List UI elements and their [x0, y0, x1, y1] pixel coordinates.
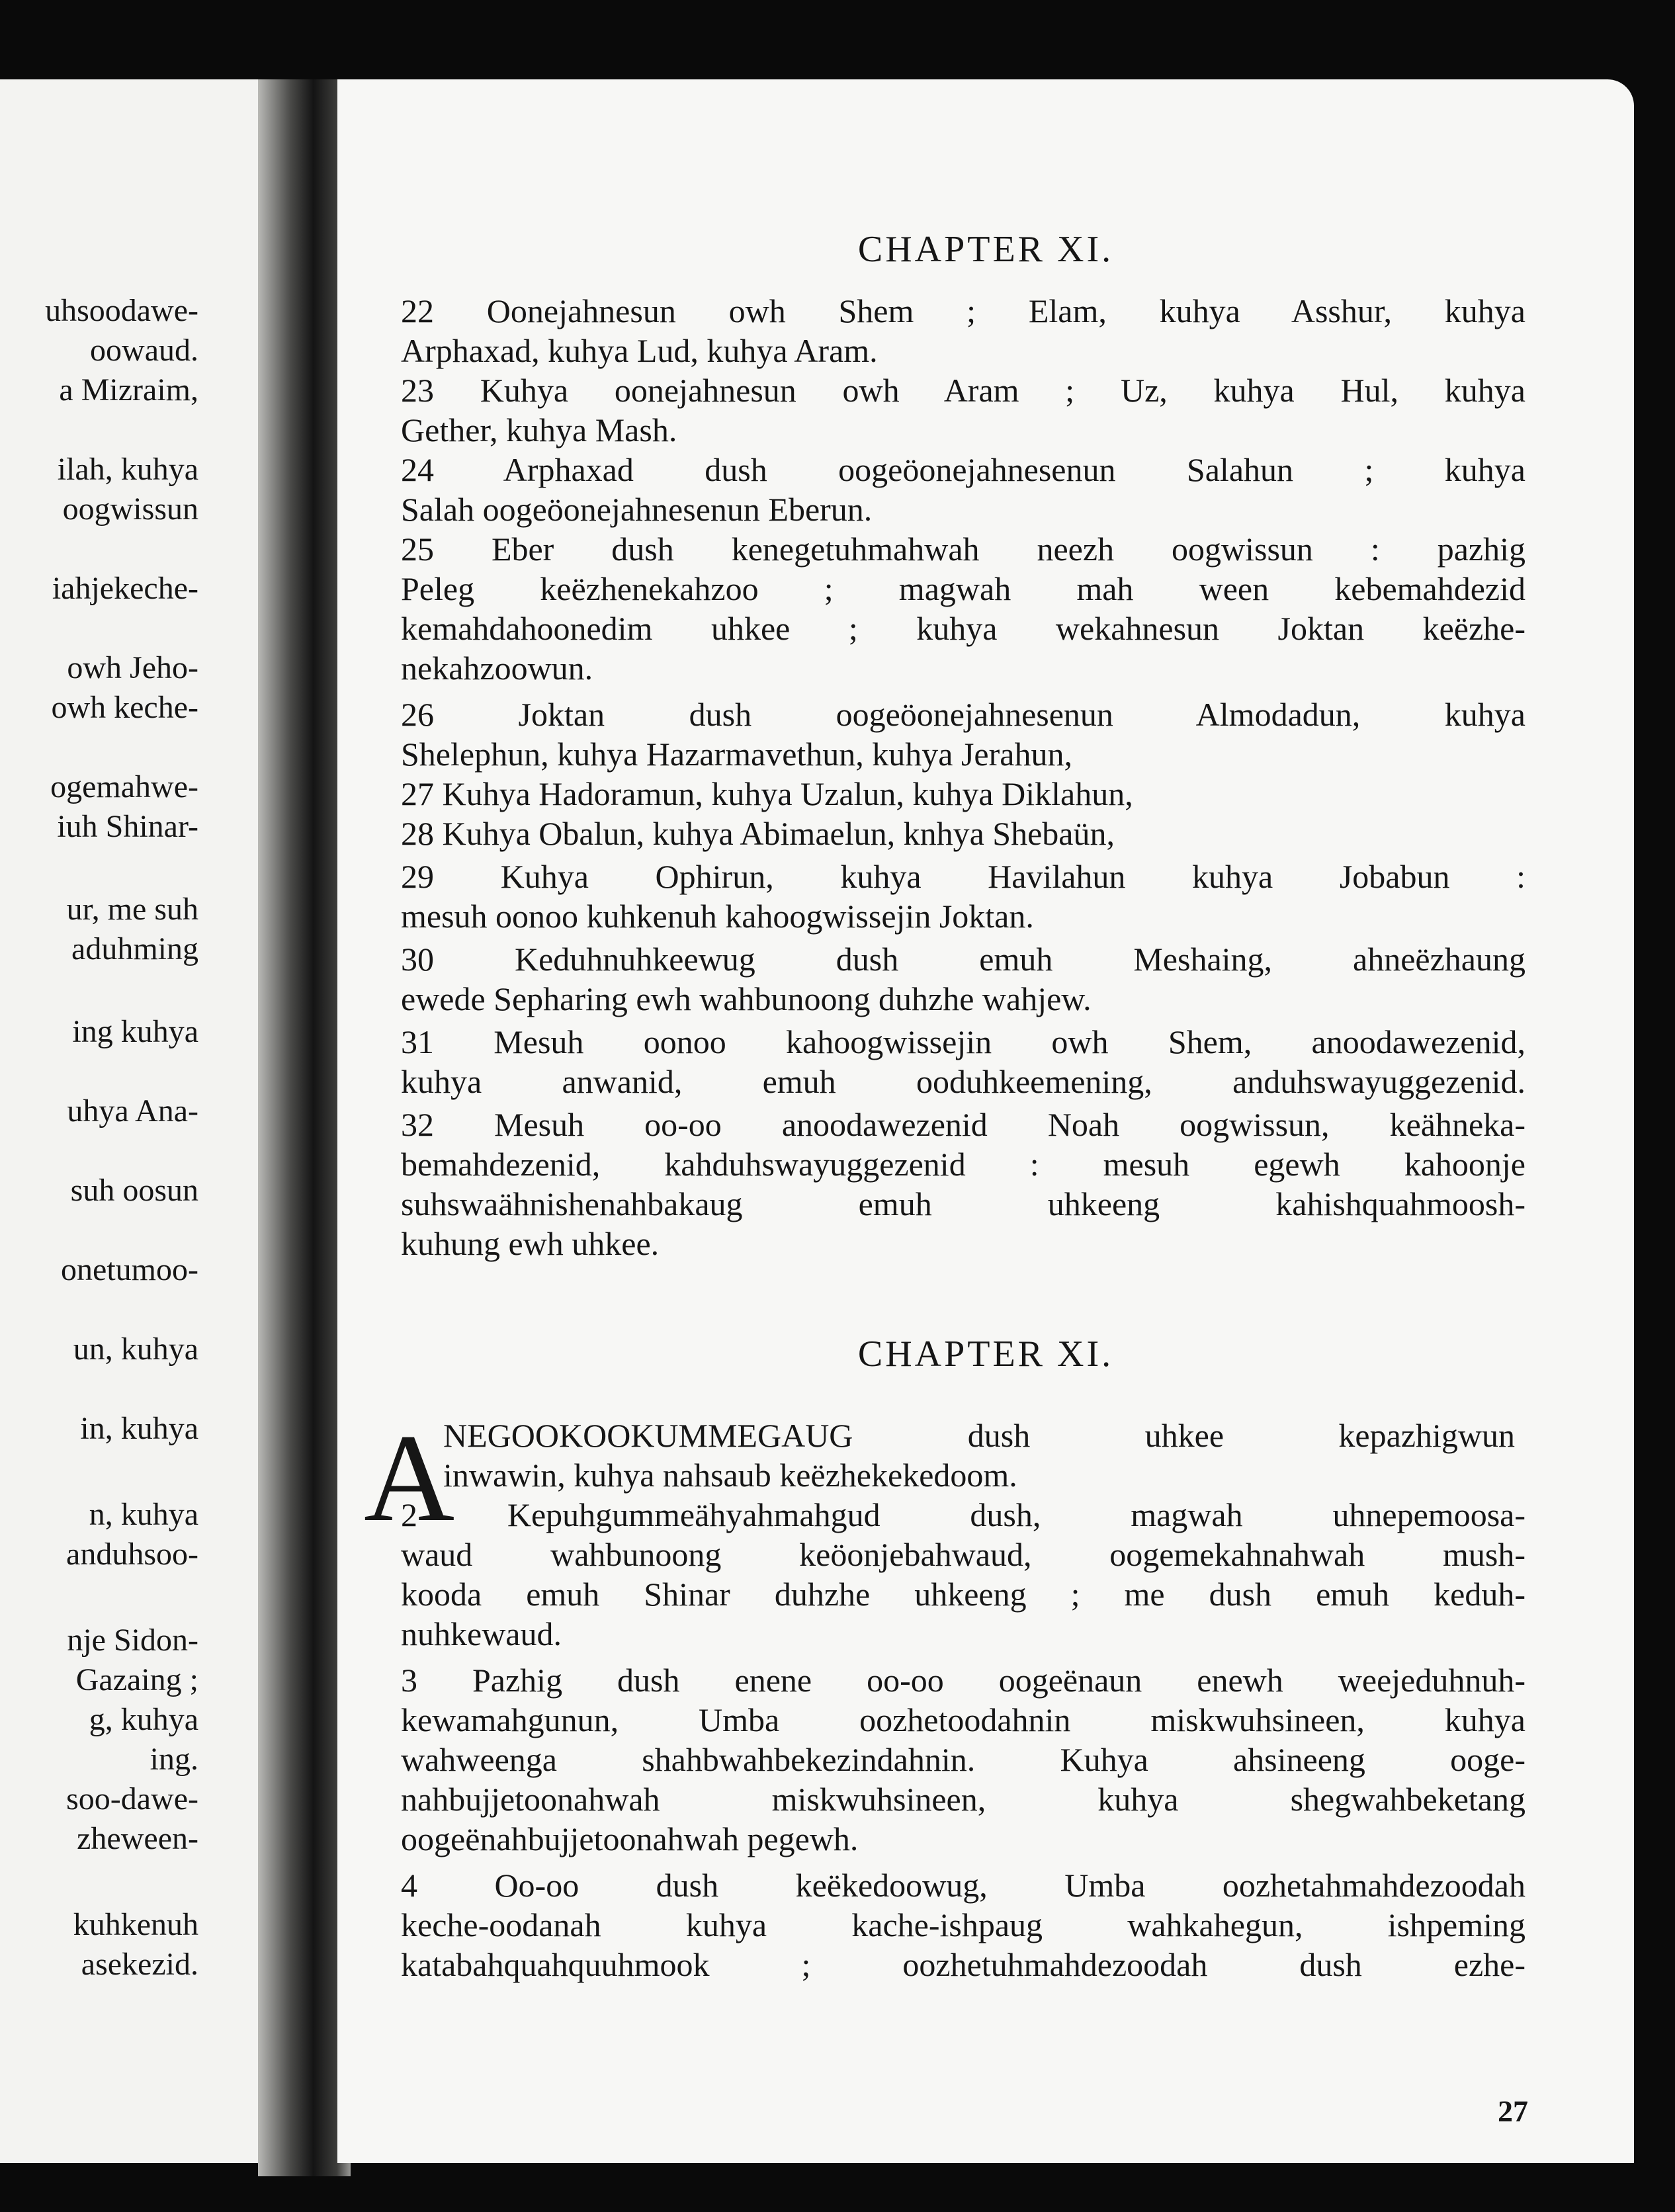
text-line: wahweenga shahbwahbekezindahnin. Kuhya ahsineeng ooge-	[401, 1741, 1525, 1778]
left-line: owh keche-	[51, 690, 198, 725]
left-line: owh Jeho-	[67, 650, 198, 685]
text-line: Arphaxad, kuhya Lud, kuhya Aram.	[401, 332, 878, 369]
drop-cap: A	[364, 1409, 455, 1548]
text-line: nahbujjetoonahwah miskwuhsineen, kuhya shegwahbeketang	[401, 1781, 1525, 1818]
text-line: NEGOOKOOKUMMEGAUG dush uhkee kepazhigwun	[443, 1417, 1515, 1454]
text-line: waud wahbunoong keöonjebahwaud, oogemekahnahwah mush-	[401, 1536, 1525, 1573]
text-line: 28 Kuhya Obalun, kuhya Abimaelun, knhya Shebaün,	[401, 815, 1115, 852]
text-line: Peleg keëzhenekahzoo ; magwah mah ween kebemahdezid	[401, 570, 1525, 607]
left-line: a Mizraim,	[59, 372, 198, 407]
chapter-heading: CHAPTER XI.	[857, 229, 1114, 270]
text-line: Gether, kuhya Mash.	[401, 411, 677, 448]
text-line: bemahdezenid, kahduhswayuggezenid : mesuh egewh kahoonje	[401, 1146, 1525, 1183]
left-line: onetumoo-	[61, 1252, 198, 1287]
right-page	[337, 79, 1634, 2163]
text-line: nuhkewaud.	[401, 1615, 562, 1652]
left-line: iahjekeche-	[52, 571, 198, 606]
page-number: 27	[1498, 2094, 1528, 2128]
text-line: katabahquahquuhmook ; oozhetuhmahdezoodah dush ezhe-	[401, 1946, 1525, 1983]
text-line: Shelephun, kuhya Hazarmavethun, kuhya Jerahun,	[401, 736, 1072, 773]
text-line: 29 Kuhya Ophirun, kuhya Havilahun kuhya Jobabun :	[401, 858, 1525, 895]
text-line: 26 Joktan dush oogeöonejahnesenun Almodadun, kuhya	[401, 696, 1525, 733]
text-line: 23 Kuhya oonejahnesun owh Aram ; Uz, kuhya Hul, kuhya	[401, 372, 1525, 409]
text-line: 25 Eber dush kenegetuhmahwah neezh oogwissun : pazhig	[401, 531, 1525, 568]
text-line: 27 Kuhya Hadoramun, kuhya Uzalun, kuhya Diklahun,	[401, 775, 1133, 812]
left-line: ing kuhya	[72, 1014, 198, 1049]
text-line: 3 Pazhig dush enene oo-oo oogeënaun enewh weejeduhnuh-	[401, 1662, 1525, 1699]
text-line: kooda emuh Shinar duhzhe uhkeeng ; me dush emuh keduh-	[401, 1576, 1525, 1613]
text-line: suhswaähnishenahbakaug emuh uhkeeng kahishquahmoosh-	[401, 1185, 1525, 1222]
left-line: ur, me suh	[66, 892, 198, 927]
left-line: un, kuhya	[73, 1332, 198, 1367]
text-line: 30 Keduhnuhkeewug dush emuh Meshaing, ahneëzhaung	[401, 941, 1525, 978]
left-line: nje Sidon-	[67, 1623, 198, 1658]
text-line: oogeënahbujjetoonahwah pegewh.	[401, 1820, 859, 1857]
left-line: ilah, kuhya	[57, 452, 198, 487]
left-line: Gazaing ;	[75, 1662, 198, 1697]
book-gutter	[258, 79, 351, 2176]
left-line: suh oosun	[70, 1173, 198, 1208]
text-line: inwawin, kuhya nahsaub keëzhekekedoom.	[443, 1457, 1017, 1494]
text-line: 2 Kepuhgummeähyahmahgud dush, magwah uhnepemoosa-	[401, 1496, 1525, 1533]
text-line: nekahzoowun.	[401, 650, 593, 687]
text-line: 22 Oonejahnesun owh Shem ; Elam, kuhya Asshur, kuhya	[401, 292, 1525, 329]
left-page	[0, 79, 291, 2163]
left-line: g, kuhya	[89, 1702, 198, 1737]
left-line: ogemahwe-	[50, 769, 198, 804]
left-line: oowaud.	[90, 333, 198, 368]
chapter-heading: CHAPTER XI.	[857, 1334, 1114, 1375]
left-line: soo-dawe-	[66, 1781, 198, 1816]
text-line: keche-oodanah kuhya kache-ishpaug wahkahegun, ishpeming	[401, 1906, 1525, 1943]
left-line: n, kuhya	[89, 1497, 198, 1532]
text-line: mesuh oonoo kuhkenuh kahoogwissejin Joktan.	[401, 898, 1034, 935]
left-line: ing.	[150, 1742, 198, 1777]
text-line: 31 Mesuh oonoo kahoogwissejin owh Shem, anoodawezenid,	[401, 1023, 1525, 1060]
text-line: 32 Mesuh oo-oo anoodawezenid Noah oogwissun, keähneka-	[401, 1106, 1525, 1143]
left-line: uhya Ana-	[67, 1093, 198, 1128]
text-line: 24 Arphaxad dush oogeöonejahnesenun Salahun ; kuhya	[401, 451, 1525, 488]
left-line: uhsoodawe-	[45, 293, 198, 328]
text-line: kuhya anwanid, emuh ooduhkeemening, anduhswayuggezenid.	[401, 1063, 1525, 1100]
left-line: anduhsoo-	[66, 1537, 198, 1572]
left-line: zheween-	[77, 1821, 198, 1856]
left-line: aduhming	[71, 931, 198, 966]
text-line: kuhung ewh uhkee.	[401, 1225, 660, 1262]
text-line: kemahdahoonedim uhkee ; kuhya wekahnesun Joktan keëzhe-	[401, 610, 1525, 647]
text-line: kewamahgunun, Umba oozhetoodahnin miskwuhsineen, kuhya	[401, 1701, 1525, 1738]
left-line: in, kuhya	[80, 1411, 198, 1446]
left-line: asekezid.	[81, 1947, 198, 1982]
text-line: ewede Sepharing ewh wahbunoong duhzhe wahjew.	[401, 980, 1092, 1017]
text-line: Salah oogeöonejahnesenun Eberun.	[401, 491, 873, 528]
left-line: oogwissun	[62, 491, 198, 527]
left-line: iuh Shinar-	[57, 809, 198, 844]
text-line: 4 Oo-oo dush keëkedoowug, Umba oozhetahmahdezoodah	[401, 1867, 1525, 1904]
left-line: kuhkenuh	[73, 1907, 198, 1942]
